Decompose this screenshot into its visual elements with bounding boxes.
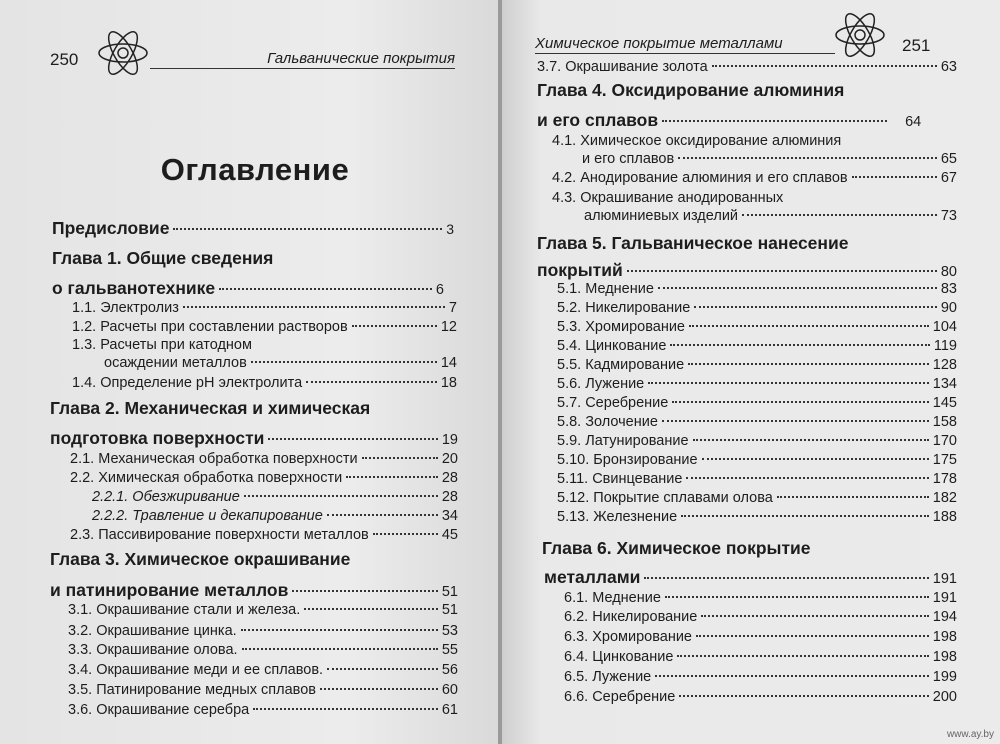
watermark: www.ay.by xyxy=(946,729,994,740)
toc-entry-5-8: 5.8. Золочение 158 xyxy=(557,414,957,430)
toc-entry-4-3-title: 4.3. Окрашивание анодированных xyxy=(552,190,784,206)
toc-entry-5-1: 5.1. Меднение 83 xyxy=(557,281,957,297)
toc-entry-6-6: 6.6. Серебрение 200 xyxy=(564,689,957,705)
toc-entry-6-5: 6.5. Лужение 199 xyxy=(564,669,957,685)
toc-chapter-5-title: Глава 5. Гальваническое нанесение xyxy=(537,233,849,253)
toc-entry-3-1: 3.1. Окрашивание стали и железа. 51 xyxy=(68,602,458,618)
toc-title: Оглавление xyxy=(160,152,350,187)
toc-entry-3-4: 3.4. Окрашивание меди и ее сплавов. 56 xyxy=(68,662,458,678)
toc-entry-5-2: 5.2. Никелирование 90 xyxy=(557,300,957,316)
toc-entry-3-6: 3.6. Окрашивание серебра 61 xyxy=(68,702,458,718)
page-number-right: 251 xyxy=(902,36,931,55)
toc-chapter-2-title: Глава 2. Механическая и химическая xyxy=(50,398,371,418)
toc-entry-5-3: 5.3. Хромирование 104 xyxy=(557,319,957,335)
toc-chapter-6: металлами 191 xyxy=(544,567,957,587)
toc-entry-5-7: 5.7. Серебрение 145 xyxy=(557,395,957,411)
atom-icon xyxy=(832,10,888,60)
toc-chapter-6-title: Глава 6. Химическое покрытие xyxy=(542,538,811,558)
toc-entry-4-2: 4.2. Анодирование алюминия и его сплавов 67 xyxy=(552,170,957,186)
toc-entry-3-7: 3.7. Окрашивание золота 63 xyxy=(537,59,957,75)
right-page xyxy=(502,0,1000,744)
toc-chapter-1-title: Глава 1. Общие сведения xyxy=(52,248,274,268)
toc-entry-6-1: 6.1. Меднение 191 xyxy=(564,590,957,606)
toc-entry-6-2: 6.2. Никелирование 194 xyxy=(564,609,957,625)
toc-entry-5-9: 5.9. Латунирование 170 xyxy=(557,433,957,449)
toc-entry-5-12: 5.12. Покрытие сплавами олова 182 xyxy=(557,490,957,506)
toc-chapter-2: подготовка поверхности 19 xyxy=(50,428,458,448)
toc-entry-6-3: 6.3. Хромирование 198 xyxy=(564,629,957,645)
toc-entry-3-5: 3.5. Патинирование медных сплавов 60 xyxy=(68,682,458,698)
toc-entry-2-2: 2.2. Химическая обработка поверхности 28 xyxy=(70,470,458,486)
toc-chapter-4: и его сплавов 64 xyxy=(537,110,922,130)
toc-entry-3-2: 3.2. Окрашивание цинка. 53 xyxy=(68,623,458,639)
toc-entry-1-3-title: 1.3. Расчеты при катодном xyxy=(72,337,252,353)
toc-entry-1-4: 1.4. Определение pH электролита 18 xyxy=(72,375,457,391)
toc-entry-4-1: и его сплавов 65 xyxy=(582,151,957,167)
toc-entry-5-5: 5.5. Кадмирование 128 xyxy=(557,357,957,373)
toc-entry-5-4: 5.4. Цинкование 119 xyxy=(557,338,957,354)
toc-entry-3-3: 3.3. Окрашивание олова. 55 xyxy=(68,642,458,658)
toc-entry-5-6: 5.6. Лужение 134 xyxy=(557,376,957,392)
toc-entry-2-1: 2.1. Механическая обработка поверхности 20 xyxy=(70,451,458,467)
toc-entry-preface: Предисловие 3 xyxy=(52,218,454,238)
toc-entry-2-2-2: 2.2.2. Травление и декапирование 34 xyxy=(92,508,458,524)
toc-entry-2-2-1: 2.2.1. Обезжиривание 28 xyxy=(92,489,458,505)
toc-entry-5-13: 5.13. Железнение 188 xyxy=(557,509,957,525)
running-head-right: Химическое покрытие металлами xyxy=(535,35,835,54)
toc-chapter-5: покрытий 80 xyxy=(537,260,957,280)
toc-chapter-3: и патинирование металлов 51 xyxy=(50,580,458,600)
toc-entry-1-2: 1.2. Расчеты при составлении растворов 12 xyxy=(72,319,457,335)
toc-entry-5-11: 5.11. Свинцевание 178 xyxy=(557,471,957,487)
toc-chapter-1: о гальванотехнике 6 xyxy=(52,278,444,298)
toc-chapter-3-title: Глава 3. Химическое окрашивание xyxy=(50,549,351,569)
page-number-left: 250 xyxy=(50,50,79,69)
running-head-left: Гальванические покрытия xyxy=(150,50,455,69)
toc-entry-6-4: 6.4. Цинкование 198 xyxy=(564,649,957,665)
toc-entry-1-1: 1.1. Электролиз 7 xyxy=(72,300,457,316)
toc-entry-5-10: 5.10. Бронзирование 175 xyxy=(557,452,957,468)
toc-entry-4-3: алюминиевых изделий 73 xyxy=(584,208,957,224)
toc-chapter-4-title: Глава 4. Оксидирование алюминия xyxy=(537,80,845,100)
atom-icon xyxy=(95,28,151,78)
toc-entry-4-1-title: 4.1. Химическое оксидирование алюминия xyxy=(552,133,842,149)
toc-entry-2-3: 2.3. Пассивирование поверхности металлов 45 xyxy=(70,527,458,543)
toc-entry-1-3: осаждении металлов 14 xyxy=(104,355,457,371)
